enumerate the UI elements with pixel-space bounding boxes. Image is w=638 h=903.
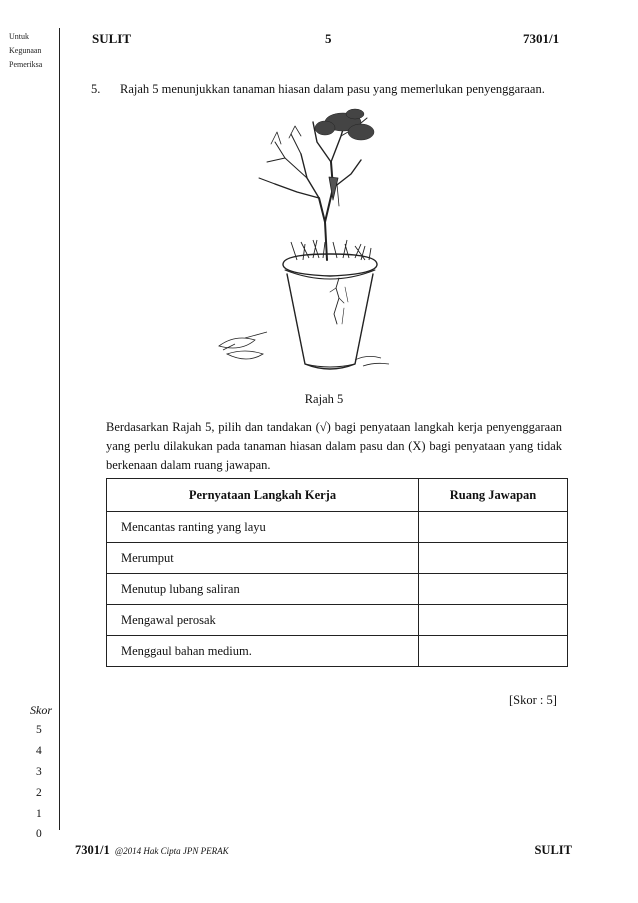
statement-cell: Mencantas ranting yang layu bbox=[107, 512, 419, 543]
skor-value: 3 bbox=[36, 766, 42, 778]
skor-value: 0 bbox=[36, 828, 42, 840]
margin-note-line: Untuk bbox=[9, 32, 29, 41]
answer-table bbox=[106, 478, 568, 667]
answer-cell[interactable] bbox=[419, 574, 568, 605]
table-header-row bbox=[107, 479, 568, 512]
statement-cell: Merumput bbox=[107, 543, 419, 574]
skor-value: 4 bbox=[36, 745, 42, 757]
skor-value: 2 bbox=[36, 787, 42, 799]
paper-code: 7301/1 bbox=[523, 31, 560, 46]
question-text: Rajah 5 menunjukkan tanaman hiasan dalam pasu yang memerlukan penyenggaraan. bbox=[120, 82, 545, 96]
question-number: 5. bbox=[91, 82, 101, 96]
table-row bbox=[107, 605, 568, 636]
table-header-answer: Ruang Jawapan bbox=[419, 479, 568, 512]
footer bbox=[75, 843, 229, 858]
statement-cell: Menutup lubang saliran bbox=[107, 574, 419, 605]
footer-sulit: SULIT bbox=[534, 843, 572, 857]
header-sulit: SULIT bbox=[92, 31, 132, 46]
footer-copyright: @2014 Hak Cipta JPN PERAK bbox=[114, 846, 229, 856]
table-row bbox=[107, 636, 568, 667]
page-number: 5 bbox=[325, 31, 332, 46]
skor-value: 1 bbox=[36, 808, 42, 820]
footer-paper-code: 7301/1 bbox=[75, 843, 110, 857]
statement-cell: Mengawal perosak bbox=[107, 605, 419, 636]
statement-cell: Menggaul bahan medium. bbox=[107, 636, 419, 667]
answer-cell[interactable] bbox=[419, 636, 568, 667]
skor-value: 5 bbox=[36, 724, 42, 736]
answer-cell[interactable] bbox=[419, 543, 568, 574]
examiner-margin-note bbox=[9, 30, 42, 72]
question-instruction: Berdasarkan Rajah 5, pilih dan tandakan (√) bagi penyataan langkah kerja penyenggaraan yang perlu dilakukan pada tanaman hiasan dalam pasu dan (X) bagi penyataan yang tidak berkenaan dalam ruang jawapan. bbox=[106, 420, 562, 472]
figure-caption: Rajah 5 bbox=[304, 392, 344, 406]
margin-note-line: Kegunaan bbox=[9, 46, 42, 55]
answer-cell[interactable] bbox=[419, 512, 568, 543]
table-row bbox=[107, 574, 568, 605]
table-row bbox=[107, 512, 568, 543]
potted-plant-illustration bbox=[205, 102, 423, 380]
table-header-statement: Pernyataan Langkah Kerja bbox=[107, 479, 419, 512]
table-row bbox=[107, 543, 568, 574]
margin-rule bbox=[59, 28, 60, 830]
score-line: [Skor : 5] bbox=[509, 693, 557, 707]
skor-label: Skor bbox=[30, 703, 52, 717]
margin-note-line: Pemeriksa bbox=[9, 60, 43, 69]
answer-cell[interactable] bbox=[419, 605, 568, 636]
